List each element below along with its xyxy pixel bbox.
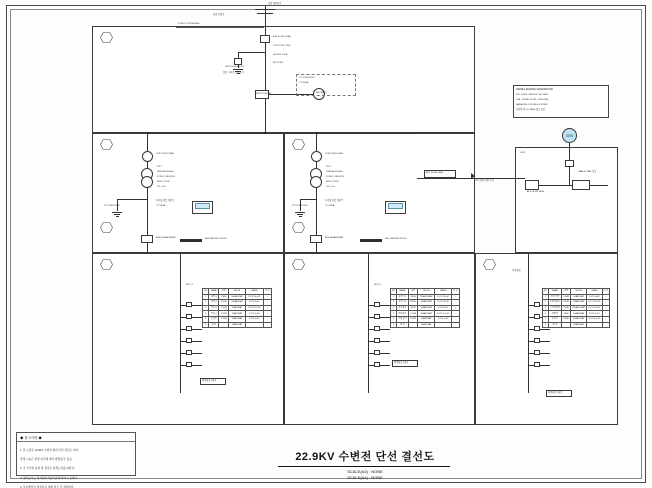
cell: 전등-1: [209, 305, 219, 311]
cell: -: [452, 294, 460, 300]
tr1-acb-symbol: [141, 235, 153, 243]
panel-id-c2: [292, 222, 305, 233]
cell: 소화전펌프: [549, 301, 560, 304]
tr1-relay-branch: [117, 199, 147, 200]
cell: 7.5kW: [220, 307, 227, 310]
cell: 1: [391, 294, 397, 300]
cell: -: [452, 300, 460, 306]
mcc1-breaker-6: [186, 362, 192, 367]
cell: -: [263, 305, 271, 311]
cell: 50AF/30AT: [418, 316, 435, 322]
emg-feeder-table: [542, 288, 610, 328]
mcc1-feeder-table: [202, 288, 272, 328]
cell: F-CV 5.5×4C: [435, 311, 452, 317]
cell: 공조기-1: [398, 295, 407, 298]
col-no: NO: [204, 290, 208, 293]
la-box: [234, 58, 242, 65]
panel-id-a: [100, 32, 113, 43]
cell: -: [602, 311, 609, 317]
utility-crossarm-2: [257, 13, 273, 14]
tr2-bus-label: BUS 380/220V 3¢ 4W: [385, 238, 407, 240]
col-name: NAME: [397, 289, 409, 295]
cell: 15kW: [563, 318, 569, 321]
tr2-gnd-2: [297, 214, 303, 215]
cell: 배수펌프: [398, 312, 407, 315]
note-line: 4. 보호계전기 정정값은 계통 검토 후 결정한다.: [20, 485, 75, 488]
tr2-secondary-coil: [310, 176, 322, 188]
cell: 50AF/20AT: [229, 316, 246, 322]
cell: 2: [391, 300, 397, 306]
tr1-pt-label: PT 22.9kV/110V: [104, 205, 120, 207]
cell: 100AF/50AT: [570, 311, 586, 317]
mcc1-riser: [180, 253, 181, 393]
cell: 5.5kW: [410, 318, 416, 321]
cell: -: [452, 316, 460, 322]
cell: 예 비: [548, 322, 561, 328]
emg-breaker-5: [534, 350, 540, 355]
cell: 50AF/30AT: [229, 311, 246, 317]
bus-node-2: [264, 132, 266, 134]
generator-spec-line-4: 운전반 및 OIL TANK 별도 포함: [516, 109, 546, 111]
tr2-acb-label: ACB 800AF/630AT: [325, 237, 344, 239]
cell: 6: [203, 322, 209, 328]
tr1-gnd-1: [112, 212, 122, 213]
cell: 15kW: [410, 301, 416, 304]
mcc2-feeder-table: [390, 288, 460, 328]
cell: 15kW: [219, 294, 229, 300]
cell: 4: [543, 311, 549, 317]
tr1-vcb-label: VCB 22.9kV 630A: [156, 153, 174, 155]
cell: -: [602, 300, 609, 306]
tr1-gnd-3: [116, 216, 119, 217]
cell: F-CV 8×4C: [435, 305, 452, 311]
panel-id-c: [292, 139, 305, 150]
cell: 22kW: [563, 307, 569, 310]
mcc1-breaker-5: [186, 350, 192, 355]
cell: F-CV 5.5×4C: [246, 305, 264, 311]
cell: 3: [543, 305, 549, 311]
mcc2-footer-label: 예비회로 2회로: [394, 362, 409, 364]
cell: 2: [203, 300, 209, 306]
panel-id-b2: [100, 222, 113, 233]
tie-breaker-label: ATS 3¢ 4W 400A: [426, 172, 443, 174]
ass-label: ASS 22.9kV 200A: [273, 36, 291, 38]
source-leader: [176, 27, 264, 28]
emg-riser: [528, 253, 529, 393]
cell: 7.5kW: [410, 312, 416, 315]
wh-meter-label: WH 계량기: [316, 92, 327, 94]
panel-incoming: [92, 26, 475, 133]
col-no: NO: [391, 290, 396, 293]
tr1-tag: TR-1: [157, 166, 162, 168]
notes-header: ◆ 참고사항 ◆: [17, 433, 135, 442]
cell: 50AF/20AT: [229, 322, 246, 328]
tr1-relay-label: 디지털 복합 계전기: [156, 200, 175, 202]
mcc1-breaker-1: [186, 302, 192, 307]
utility-note-label: 한전 인입선: [213, 14, 225, 16]
ground-note-label: 접지 : 제1종 접지공사: [223, 72, 244, 74]
tr1-bus-label: BUS 380/220V 3¢ 4W: [205, 238, 227, 240]
tr2-rating: 200KVA 3¢ 60Hz: [326, 171, 343, 173]
emg-breaker-1: [534, 302, 540, 307]
mcc2-breaker-3: [374, 326, 380, 331]
cell: F-CV 22×4C: [435, 294, 452, 300]
col-name: NAME: [210, 290, 217, 293]
cell: -: [219, 322, 229, 328]
cell: 소방설비: [398, 318, 407, 321]
cell: 콘센트: [210, 318, 217, 321]
cell: -: [452, 305, 460, 311]
mcc2-riser: [368, 253, 369, 393]
cell: 100AF/75AT: [570, 300, 586, 306]
col-remark: 비 고: [265, 290, 270, 293]
cell: -: [587, 322, 602, 328]
table-row: [391, 322, 460, 328]
title-underline: [278, 466, 450, 467]
cell: F-CV 4×4C: [246, 311, 264, 317]
generator-spec-title: DIESEL ENGINE GENERATOR: [516, 88, 553, 91]
cell: -: [452, 322, 460, 328]
note-line: 2. 각 기기의 용량 및 정격은 설계도서를 따른다.: [20, 467, 75, 471]
col-capacity: 용량: [408, 289, 417, 295]
la-cable-label: CNCV-W 60SQ×3C: [225, 66, 245, 68]
cell: 11kW: [563, 312, 569, 315]
cell: F-CV 22×4C: [588, 307, 601, 310]
cell: 전등-2: [209, 311, 219, 317]
col-mccb: MCCB: [570, 289, 586, 295]
ass-device-box: [260, 35, 270, 43]
cell: 4: [391, 311, 397, 317]
panel-id-e: [292, 259, 305, 270]
cell: 비상조명: [548, 294, 561, 300]
cell: 5: [543, 316, 549, 322]
mcc2-panel-title: MCC-2: [374, 284, 381, 286]
cell: F-CV 4×4C: [246, 316, 264, 322]
generator-cable-label: CABLE TRAY 설치: [578, 171, 597, 173]
mcc2-breaker-1: [374, 302, 380, 307]
cell: F-CV 8×4C: [587, 311, 602, 317]
mcc1-panel-title: MCC-1: [186, 284, 193, 286]
tr1-voltage: 22.9kV / 380-220V: [157, 176, 176, 178]
cell: 50AF/20AT: [418, 322, 435, 328]
cell: -: [602, 305, 609, 311]
tr1-vcb-symbol: [142, 151, 153, 162]
tr1-rating: 300KVA 3¢ 60Hz: [157, 171, 174, 173]
col-cable: CABLE: [246, 289, 264, 295]
cell: -: [602, 294, 609, 300]
emg-breaker-6: [534, 362, 540, 367]
mcc1-breaker-2: [186, 314, 192, 319]
tr2-impedance: %Z = 5%: [326, 186, 335, 188]
cell: 스프링클러: [549, 307, 560, 310]
note-line: 3. 접지공사는 전기설비기술기준에 의거 시공한다.: [20, 476, 78, 480]
tr2-relay-label: 디지털 복합 계전기: [325, 200, 344, 202]
panel-emergency: [475, 253, 618, 425]
drawing-title: 22.9KV 수변전 단선 결선도: [295, 451, 435, 463]
panel-id-f: [483, 259, 496, 270]
mcc2-breaker-6: [374, 362, 380, 367]
tr1-secondary-coil: [141, 176, 153, 188]
cell: 50AF/30AT: [570, 294, 586, 300]
cell: 100AF/75AT: [418, 300, 435, 306]
cell: 1: [543, 294, 549, 300]
cell: 100AF/40AT: [418, 311, 435, 317]
tr2-tag: TR-2: [326, 166, 331, 168]
generator-spec-line-1: KW : 60KW 380/220V AC 60HZ: [516, 94, 548, 96]
la-branch: [238, 52, 265, 53]
ground-bar-2: [235, 71, 241, 72]
mcc2-breaker-2: [374, 314, 380, 319]
cell: -: [263, 322, 271, 328]
cell: F-CV 4×4C: [435, 316, 452, 322]
cell: 5.5kW: [563, 295, 570, 298]
cell: 동력-1: [209, 294, 219, 300]
cell: 100AF/75AT: [570, 316, 586, 322]
cell: -: [602, 316, 609, 322]
cell: -: [408, 322, 417, 328]
cell: 100AF/40AT: [229, 300, 246, 306]
panel-transformer-1: [92, 133, 284, 253]
tr1-acb-label: ACB 1000AF/800AT: [156, 237, 176, 239]
cell: 22kW: [410, 295, 416, 298]
cell: 50AF/20AT: [570, 322, 586, 328]
emg-breaker-2: [534, 314, 540, 319]
tr2-relay-branch: [300, 199, 316, 200]
col-cable: CABLE: [587, 289, 602, 295]
cell: 225AF/100AT: [572, 307, 586, 310]
tr1-bus-bar: [180, 239, 202, 242]
cell: 225AF/100AT: [418, 294, 435, 300]
generator-breaker: [565, 160, 574, 167]
cell: -: [562, 322, 571, 328]
title-block: [250, 448, 480, 481]
tr2-vcb-label: VCB 22.9kV 630A: [325, 153, 343, 155]
cell: 급수펌프: [398, 307, 407, 310]
cell: -: [263, 300, 271, 306]
tr2-bus-bar: [360, 239, 382, 242]
cell: 100AF/50AT: [418, 305, 435, 311]
tr2-pt-label: PT 22.9kV/110V: [292, 205, 308, 207]
cell: 100AF/50AT: [229, 294, 246, 300]
cos-label: COS 22.9kV 13kV: [273, 45, 291, 47]
pf-label: PF 22.9kV: [273, 62, 284, 64]
bus-tie-label: TR 2차측 저압 간선: [475, 180, 494, 182]
col-capacity: 용량: [562, 289, 571, 295]
tr2-acb-symbol: [310, 235, 322, 243]
cell: 3.7kW: [220, 318, 227, 321]
la-label: LA 18kV 2.5kA: [273, 54, 288, 56]
tr2-ct-label: CT 50/5A: [325, 205, 335, 207]
pt-label: PT 22.9kV/110V: [299, 77, 315, 79]
cell: 1: [203, 294, 209, 300]
mcc1-footer-label: 예비회로 2회로: [202, 380, 217, 382]
col-name: NAME: [548, 289, 561, 295]
tr2-gnd-3: [299, 216, 302, 217]
emg-panel-title: 비상전원: [512, 270, 521, 272]
cell: 5.5kW: [220, 312, 227, 315]
panel-id-b: [100, 139, 113, 150]
tr2-vcb-symbol: [311, 151, 322, 162]
tr1-type: MOLD TYPE: [157, 181, 170, 183]
cell: -: [435, 322, 452, 328]
tr2-voltage: 22.9kV / 380-220V: [326, 176, 345, 178]
cell: 승강기: [548, 316, 561, 322]
cell: 6: [543, 322, 549, 328]
main-bus-horizontal: [148, 133, 417, 134]
ats-box: [525, 180, 539, 190]
scale-a4-label: SCALE(A4) : NONE: [347, 475, 383, 480]
cell: F-CV 14×4C: [246, 294, 264, 300]
cell: F-CV 4×4C: [587, 294, 602, 300]
utility-crossarm-1: [255, 9, 275, 10]
col-cable: CABLE: [435, 289, 452, 295]
cell: 11kW: [408, 305, 417, 311]
cell: 11kW: [219, 300, 229, 306]
source-label: 22.9kV-Y 3¢ 4W 60Hz: [178, 23, 200, 25]
generator-spec-line-2: KVA : 75KVA 3¢ 4W 1,800 RPM: [516, 99, 549, 101]
cell: 50AF/30AT: [229, 305, 246, 311]
table-row: [543, 322, 610, 328]
mcc1-breaker-3: [186, 326, 192, 331]
mcc2-breaker-4: [374, 338, 380, 343]
panel-id-d: [100, 259, 113, 270]
cell: 예 비: [397, 322, 409, 328]
cell: -: [452, 311, 460, 317]
cell: -: [263, 311, 271, 317]
cell: -: [602, 322, 609, 328]
generator-spec-line-3: RADIATOR COOLING SYSTEM: [516, 104, 548, 106]
cell: F-CV 14×4C: [588, 301, 601, 304]
cell: 동력-2: [209, 300, 219, 306]
cell: 5: [391, 316, 397, 322]
mof-label: MOF 22.9kV 3¢: [256, 93, 272, 95]
cell: F-CV 8×4C: [246, 300, 264, 306]
pole-top-label: 한전 배전선로: [268, 3, 282, 5]
cell: 5: [203, 316, 209, 322]
tr1-ct-label: CT 50/5A: [156, 205, 166, 207]
tr2-gnd-1: [295, 212, 305, 213]
col-mccb: MCCB: [229, 289, 246, 295]
tie-arrow-icon: [471, 173, 475, 179]
cell: 4: [203, 311, 209, 317]
notes-box: [16, 432, 136, 488]
cell: 2: [543, 300, 549, 306]
cell: 예 비: [209, 322, 219, 328]
emg-breaker-3: [534, 326, 540, 331]
ats-label: ATS 3¢ 4W 400A: [527, 191, 544, 193]
col-remark: 비 고: [453, 290, 458, 293]
note-line: 상세 시공은 현장 여건에 따라 변경될 수 있음.: [20, 458, 73, 462]
col-no: NO: [543, 290, 547, 293]
note-line: 1. 본 도면은 22.9kV 수변전 설비 단선 결선도 이며,: [20, 449, 79, 453]
emg-breaker-4: [534, 338, 540, 343]
cell: F-CV 14×4C: [435, 300, 452, 306]
cell: -: [263, 294, 271, 300]
ground-bar-1: [233, 69, 243, 70]
table-row: [203, 322, 272, 328]
ct-label: CT 50/5A: [299, 82, 309, 84]
generator-tie: [530, 185, 608, 186]
tr2-relay-screen: [388, 203, 403, 209]
col-remark: 비 고: [603, 290, 609, 293]
mcc1-breaker-4: [186, 338, 192, 343]
generator-symbol: GEN: [562, 128, 577, 143]
cell: 제연팬: [548, 311, 561, 317]
cell: 3: [391, 305, 397, 311]
cell: 3: [203, 305, 209, 311]
cell: 공조기-2: [398, 301, 407, 304]
cell: 6: [391, 322, 397, 328]
col-capacity: 용량: [219, 289, 229, 295]
cell: F-CV 14×4C: [588, 318, 601, 321]
cell: -: [246, 322, 264, 328]
mcc2-breaker-5: [374, 350, 380, 355]
tr1-gnd-2: [114, 214, 120, 215]
gen-control-box: [572, 180, 590, 190]
cell: -: [263, 316, 271, 322]
tr1-impedance: %Z = 5%: [157, 186, 166, 188]
tr2-type: MOLD TYPE: [326, 181, 339, 183]
scale-a3-label: SCALE(A3) : NONE: [347, 469, 383, 474]
tr1-relay-screen: [195, 203, 210, 209]
generator-sub-label: G 3¢: [520, 152, 525, 154]
col-mccb: MCCB: [418, 289, 435, 295]
cell: 15kW: [563, 301, 569, 304]
ground-bar-3: [237, 73, 240, 74]
emg-footer-label: 예비회로 2회로: [548, 392, 563, 394]
